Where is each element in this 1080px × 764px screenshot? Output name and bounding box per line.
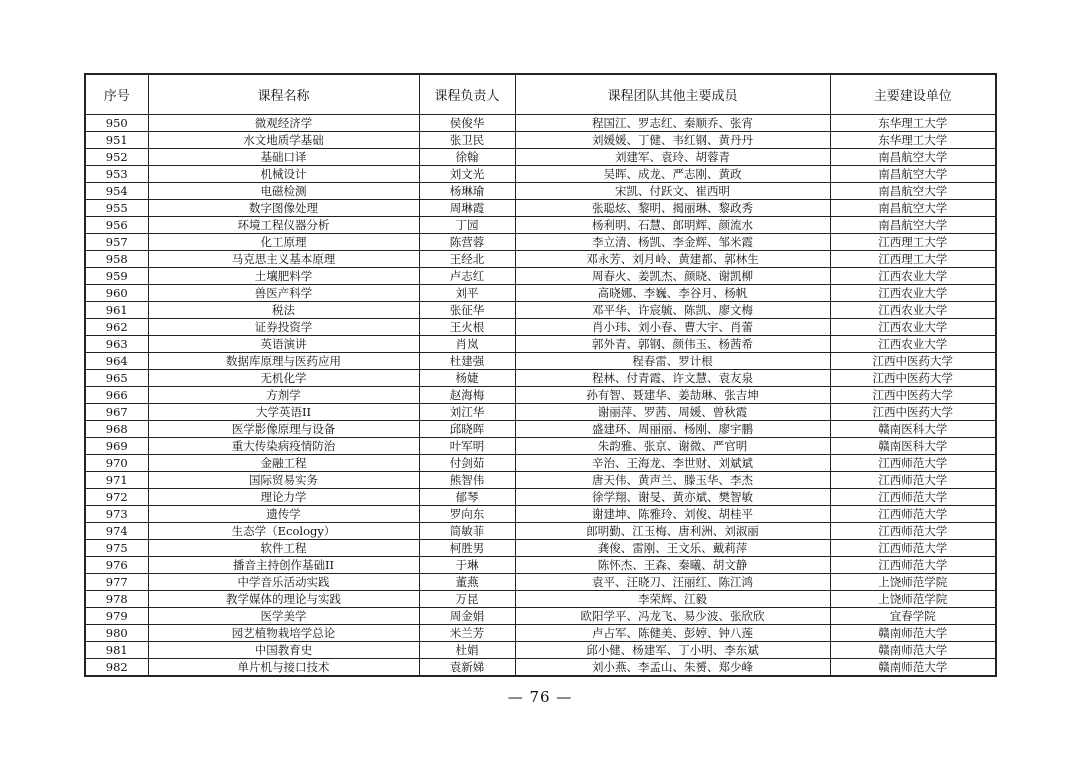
- institution-cell: 江西农业大学: [830, 302, 996, 319]
- team-members-cell: 程国江、罗志红、秦顺乔、张宵: [515, 115, 830, 132]
- course-name-cell: 理论力学: [148, 489, 419, 506]
- table-row: [85, 353, 996, 370]
- table-row: [85, 302, 996, 319]
- team-members-cell: 郭外青、郭钢、颜伟玉、杨茜希: [515, 336, 830, 353]
- serial-number-cell: 966: [85, 387, 148, 404]
- course-lead-cell: 邱晓晖: [419, 421, 515, 438]
- team-members-cell: 吴晖、成龙、严志刚、黄政: [515, 166, 830, 183]
- course-lead-cell: 简敏菲: [419, 523, 515, 540]
- institution-cell: 南昌航空大学: [830, 149, 996, 166]
- team-members-cell: 龚俊、雷刚、王文乐、戴莉萍: [515, 540, 830, 557]
- institution-cell: 上饶师范学院: [830, 591, 996, 608]
- team-members-cell: 刘建军、袁玲、胡蓉青: [515, 149, 830, 166]
- course-name-cell: 中国教育史: [148, 642, 419, 659]
- table-row: [85, 642, 996, 659]
- course-lead-cell: 付剑茹: [419, 455, 515, 472]
- institution-cell: 江西师范大学: [830, 472, 996, 489]
- table-row: [85, 540, 996, 557]
- institution-cell: 江西师范大学: [830, 455, 996, 472]
- serial-number-cell: 973: [85, 506, 148, 523]
- header-course-name: 课程名称: [148, 74, 419, 115]
- team-members-cell: 欧阳学平、冯龙飞、易少波、张欣欣: [515, 608, 830, 625]
- table-row: [85, 625, 996, 642]
- serial-number-cell: 963: [85, 336, 148, 353]
- table-body: [85, 115, 996, 677]
- serial-number-cell: 954: [85, 183, 148, 200]
- table-row: [85, 200, 996, 217]
- course-lead-cell: 赵海梅: [419, 387, 515, 404]
- course-name-cell: 环境工程仪器分析: [148, 217, 419, 234]
- institution-cell: 江西师范大学: [830, 506, 996, 523]
- serial-number-cell: 961: [85, 302, 148, 319]
- course-lead-cell: 张征华: [419, 302, 515, 319]
- course-name-cell: 中学音乐活动实践: [148, 574, 419, 591]
- course-name-cell: 机械设计: [148, 166, 419, 183]
- table-row: [85, 319, 996, 336]
- table-row: [85, 591, 996, 608]
- course-name-cell: 教学媒体的理论与实践: [148, 591, 419, 608]
- table-row: [85, 149, 996, 166]
- course-lead-cell: 刘江华: [419, 404, 515, 421]
- serial-number-cell: 959: [85, 268, 148, 285]
- institution-cell: 江西农业大学: [830, 336, 996, 353]
- header-course-lead: 课程负责人: [419, 74, 515, 115]
- team-members-cell: 程春雷、罗计根: [515, 353, 830, 370]
- serial-number-cell: 982: [85, 659, 148, 677]
- serial-number-cell: 981: [85, 642, 148, 659]
- course-lead-cell: 董燕: [419, 574, 515, 591]
- team-members-cell: 谢丽萍、罗茜、周媛、曾秋霞: [515, 404, 830, 421]
- institution-cell: 赣南师范大学: [830, 659, 996, 677]
- table-row: [85, 166, 996, 183]
- serial-number-cell: 971: [85, 472, 148, 489]
- serial-number-cell: 974: [85, 523, 148, 540]
- course-lead-cell: 陈营蓉: [419, 234, 515, 251]
- course-lead-cell: 周金娟: [419, 608, 515, 625]
- team-members-cell: 周春火、姜凯杰、颜晓、谢凯柳: [515, 268, 830, 285]
- serial-number-cell: 964: [85, 353, 148, 370]
- institution-cell: 江西师范大学: [830, 489, 996, 506]
- course-name-cell: 数据库原理与医药应用: [148, 353, 419, 370]
- team-members-cell: 孙有智、聂建华、姜劼琳、张吉坤: [515, 387, 830, 404]
- header-institution: 主要建设单位: [830, 74, 996, 115]
- institution-cell: 江西师范大学: [830, 523, 996, 540]
- team-members-cell: 宋凯、付跃文、崔西明: [515, 183, 830, 200]
- institution-cell: 上饶师范学院: [830, 574, 996, 591]
- table-row: [85, 234, 996, 251]
- course-lead-cell: 罗向东: [419, 506, 515, 523]
- institution-cell: 南昌航空大学: [830, 183, 996, 200]
- institution-cell: 江西农业大学: [830, 285, 996, 302]
- table-row: [85, 251, 996, 268]
- serial-number-cell: 968: [85, 421, 148, 438]
- course-name-cell: 重大传染病疫情防治: [148, 438, 419, 455]
- course-lead-cell: 郁琴: [419, 489, 515, 506]
- table-row: [85, 472, 996, 489]
- course-lead-cell: 万昆: [419, 591, 515, 608]
- team-members-cell: 盛建环、周丽丽、杨刚、廖宇鹏: [515, 421, 830, 438]
- course-name-cell: 国际贸易实务: [148, 472, 419, 489]
- course-name-cell: 电磁检测: [148, 183, 419, 200]
- course-table: [84, 73, 997, 677]
- course-name-cell: 园艺植物栽培学总论: [148, 625, 419, 642]
- course-name-cell: 方剂学: [148, 387, 419, 404]
- institution-cell: 江西中医药大学: [830, 404, 996, 421]
- course-lead-cell: 杨琳瑜: [419, 183, 515, 200]
- serial-number-cell: 965: [85, 370, 148, 387]
- team-members-cell: 刘小燕、李孟山、朱赟、郑少峰: [515, 659, 830, 677]
- team-members-cell: 邱小健、杨建军、丁小明、李东斌: [515, 642, 830, 659]
- table-row: [85, 336, 996, 353]
- serial-number-cell: 970: [85, 455, 148, 472]
- institution-cell: 南昌航空大学: [830, 166, 996, 183]
- serial-number-cell: 955: [85, 200, 148, 217]
- team-members-cell: 郎明勤、江玉梅、唐利洲、刘淑丽: [515, 523, 830, 540]
- serial-number-cell: 956: [85, 217, 148, 234]
- institution-cell: 赣南医科大学: [830, 421, 996, 438]
- course-name-cell: 单片机与接口技术: [148, 659, 419, 677]
- course-name-cell: 数字图像处理: [148, 200, 419, 217]
- course-name-cell: 生态学（Ecology）: [148, 523, 419, 540]
- course-lead-cell: 王火根: [419, 319, 515, 336]
- course-lead-cell: 王经北: [419, 251, 515, 268]
- institution-cell: 江西农业大学: [830, 268, 996, 285]
- course-name-cell: 基础口译: [148, 149, 419, 166]
- header-team-members: 课程团队其他主要成员: [515, 74, 830, 115]
- team-members-cell: 高晓娜、李巍、李谷月、杨帆: [515, 285, 830, 302]
- course-lead-cell: 叶军明: [419, 438, 515, 455]
- serial-number-cell: 957: [85, 234, 148, 251]
- table-row: [85, 659, 996, 677]
- serial-number-cell: 960: [85, 285, 148, 302]
- table-row: [85, 387, 996, 404]
- course-name-cell: 马克思主义基本原理: [148, 251, 419, 268]
- institution-cell: 江西理工大学: [830, 251, 996, 268]
- team-members-cell: 肖小玮、刘小春、曹大宇、肖蕾: [515, 319, 830, 336]
- course-name-cell: 证券投资学: [148, 319, 419, 336]
- serial-number-cell: 980: [85, 625, 148, 642]
- table-row: [85, 608, 996, 625]
- serial-number-cell: 953: [85, 166, 148, 183]
- course-lead-cell: 杨婕: [419, 370, 515, 387]
- institution-cell: 江西农业大学: [830, 319, 996, 336]
- institution-cell: 宜春学院: [830, 608, 996, 625]
- team-members-cell: 唐天伟、黄声兰、滕玉华、李杰: [515, 472, 830, 489]
- course-name-cell: 医学美学: [148, 608, 419, 625]
- course-name-cell: 兽医产科学: [148, 285, 419, 302]
- course-lead-cell: 刘文光: [419, 166, 515, 183]
- institution-cell: 江西师范大学: [830, 540, 996, 557]
- table-header: [85, 74, 996, 115]
- table-row: [85, 370, 996, 387]
- course-name-cell: 软件工程: [148, 540, 419, 557]
- serial-number-cell: 951: [85, 132, 148, 149]
- team-members-cell: 邓永芳、刘月岭、黄建都、郭林生: [515, 251, 830, 268]
- institution-cell: 江西中医药大学: [830, 370, 996, 387]
- course-name-cell: 无机化学: [148, 370, 419, 387]
- serial-number-cell: 978: [85, 591, 148, 608]
- serial-number-cell: 958: [85, 251, 148, 268]
- course-lead-cell: 侯俊华: [419, 115, 515, 132]
- course-lead-cell: 张卫民: [419, 132, 515, 149]
- table-row: [85, 421, 996, 438]
- serial-number-cell: 950: [85, 115, 148, 132]
- institution-cell: 赣南师范大学: [830, 625, 996, 642]
- team-members-cell: 袁平、汪晓刀、汪丽红、陈江鸿: [515, 574, 830, 591]
- course-name-cell: 微观经济学: [148, 115, 419, 132]
- table-row: [85, 557, 996, 574]
- team-members-cell: 邓平华、许宸毓、陈凯、廖文梅: [515, 302, 830, 319]
- team-members-cell: 李荣辉、江毅: [515, 591, 830, 608]
- team-members-cell: 杨利明、石慧、郎明辉、颜流水: [515, 217, 830, 234]
- institution-cell: 江西理工大学: [830, 234, 996, 251]
- page-number: — 76 —: [507, 688, 573, 706]
- institution-cell: 赣南师范大学: [830, 642, 996, 659]
- course-name-cell: 税法: [148, 302, 419, 319]
- course-name-cell: 水文地质学基础: [148, 132, 419, 149]
- header-row: [85, 74, 996, 115]
- team-members-cell: 朱韵雅、张京、谢微、严官明: [515, 438, 830, 455]
- course-lead-cell: 肖岚: [419, 336, 515, 353]
- table-row: [85, 574, 996, 591]
- team-members-cell: 程林、付青霞、许文慧、袁友泉: [515, 370, 830, 387]
- table-row: [85, 132, 996, 149]
- serial-number-cell: 969: [85, 438, 148, 455]
- serial-number-cell: 979: [85, 608, 148, 625]
- table-row: [85, 506, 996, 523]
- course-lead-cell: 刘平: [419, 285, 515, 302]
- institution-cell: 东华理工大学: [830, 115, 996, 132]
- serial-number-cell: 976: [85, 557, 148, 574]
- team-members-cell: 卢占军、陈健美、彭婷、钟八莲: [515, 625, 830, 642]
- team-members-cell: 辛治、王海龙、李世财、刘斌斌: [515, 455, 830, 472]
- serial-number-cell: 972: [85, 489, 148, 506]
- course-name-cell: 金融工程: [148, 455, 419, 472]
- course-lead-cell: 丁园: [419, 217, 515, 234]
- table-row: [85, 523, 996, 540]
- course-lead-cell: 杜娟: [419, 642, 515, 659]
- table-row: [85, 455, 996, 472]
- institution-cell: 赣南医科大学: [830, 438, 996, 455]
- course-lead-cell: 米兰芳: [419, 625, 515, 642]
- team-members-cell: 陈怀杰、王森、秦曦、胡文静: [515, 557, 830, 574]
- course-lead-cell: 周琳霞: [419, 200, 515, 217]
- institution-cell: 南昌航空大学: [830, 200, 996, 217]
- serial-number-cell: 962: [85, 319, 148, 336]
- course-lead-cell: 徐翰: [419, 149, 515, 166]
- course-name-cell: 医学影像原理与设备: [148, 421, 419, 438]
- course-lead-cell: 袁新娣: [419, 659, 515, 677]
- team-members-cell: 张聪炫、黎明、揭丽琳、黎政秀: [515, 200, 830, 217]
- institution-cell: 江西师范大学: [830, 557, 996, 574]
- serial-number-cell: 952: [85, 149, 148, 166]
- institution-cell: 江西中医药大学: [830, 353, 996, 370]
- course-lead-cell: 于琳: [419, 557, 515, 574]
- table-row: [85, 115, 996, 132]
- course-lead-cell: 杜建强: [419, 353, 515, 370]
- course-lead-cell: 柯胜男: [419, 540, 515, 557]
- team-members-cell: 徐学翔、谢旻、黄亦斌、樊智敏: [515, 489, 830, 506]
- institution-cell: 东华理工大学: [830, 132, 996, 149]
- institution-cell: 南昌航空大学: [830, 217, 996, 234]
- serial-number-cell: 967: [85, 404, 148, 421]
- header-serial-number: 序号: [85, 74, 148, 115]
- course-name-cell: 英语演讲: [148, 336, 419, 353]
- team-members-cell: 刘媛媛、丁健、韦红钢、黄丹丹: [515, 132, 830, 149]
- team-members-cell: 谢建坤、陈雅玲、刘俊、胡桂平: [515, 506, 830, 523]
- course-name-cell: 遗传学: [148, 506, 419, 523]
- course-lead-cell: 熊智伟: [419, 472, 515, 489]
- course-lead-cell: 卢志红: [419, 268, 515, 285]
- serial-number-cell: 977: [85, 574, 148, 591]
- institution-cell: 江西中医药大学: [830, 387, 996, 404]
- course-name-cell: 化工原理: [148, 234, 419, 251]
- course-name-cell: 土壤肥料学: [148, 268, 419, 285]
- table-row: [85, 285, 996, 302]
- table-row: [85, 183, 996, 200]
- team-members-cell: 李立清、杨凯、李金辉、邹米霞: [515, 234, 830, 251]
- table-row: [85, 217, 996, 234]
- table-row: [85, 489, 996, 506]
- course-name-cell: 播音主持创作基础II: [148, 557, 419, 574]
- serial-number-cell: 975: [85, 540, 148, 557]
- table-row: [85, 438, 996, 455]
- table-row: [85, 268, 996, 285]
- course-name-cell: 大学英语II: [148, 404, 419, 421]
- table-row: [85, 404, 996, 421]
